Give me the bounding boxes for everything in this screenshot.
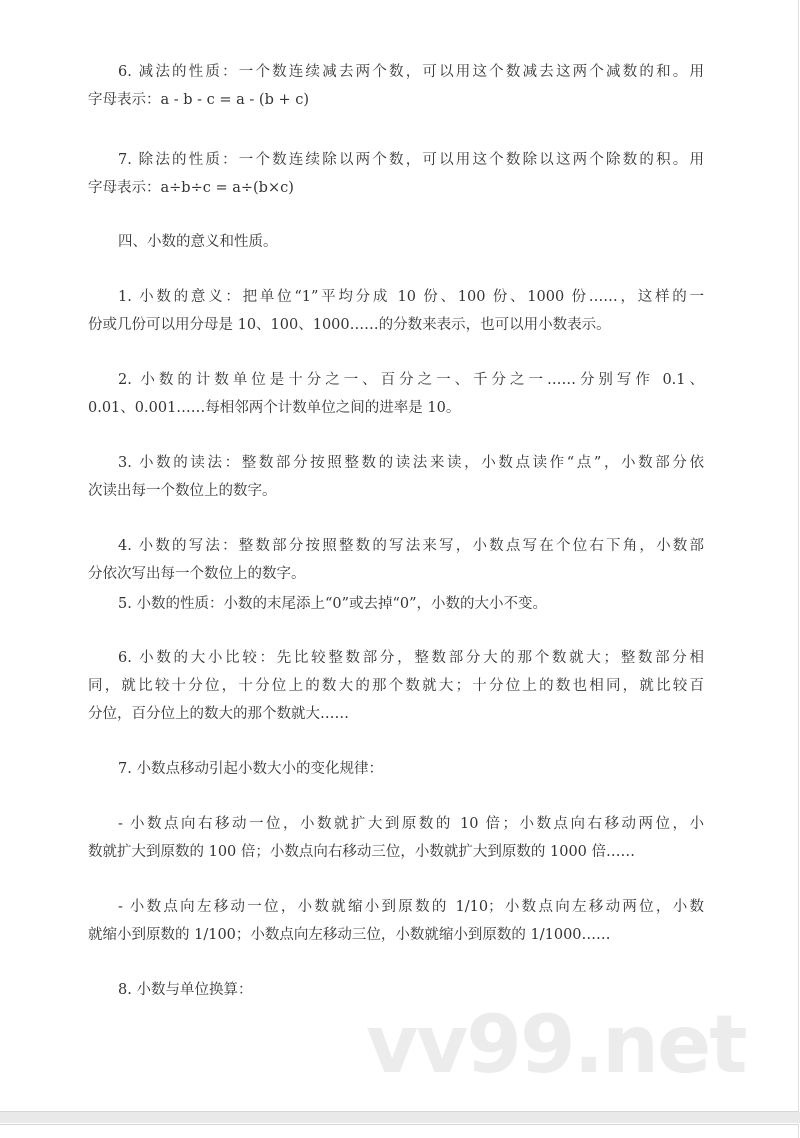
text-line: 字母表示：a÷b÷c = a÷(b×c) (88, 180, 294, 196)
text-line: 8. 小数与单位换算： (118, 982, 253, 998)
text-line: 5. 小数的性质：小数的末尾添上“0”或去掉“0”，小数的大小不变。 (118, 596, 548, 612)
text-line: 4. 小数的写法：整数部分按照整数的写法来写，小数点写在个位右下角，小数部 (118, 538, 704, 554)
text-line: 7. 小数点移动引起小数大小的变化规律： (118, 761, 383, 777)
text-line: 分位，百分位上的数大的那个数就大…… (88, 706, 349, 722)
text-line: 同，就比较十分位，十分位上的数大的那个数就大；十分位上的数也相同，就比较百 (88, 678, 704, 694)
text-line: 3. 小数的读法：整数部分按照整数的读法来读，小数点读作“点”，小数部分依 (118, 455, 704, 471)
text-line: - 小数点向左移动一位，小数就缩小到原数的 1/10；小数点向左移动两位，小数 (118, 899, 704, 915)
text-line: 分依次写出每一个数位上的数字。 (88, 566, 306, 582)
text-line: 份或几份可以用分母是 10、100、1000……的分数来表示，也可以用小数表示。 (88, 317, 611, 333)
text-line: 6. 小数的大小比较：先比较整数部分，整数部分大的那个数就大；整数部分相 (118, 650, 704, 666)
next-page (0, 1124, 799, 1138)
text-line: 就缩小到原数的 1/100；小数点向左移动三位，小数就缩小到原数的 1/1000…… (88, 927, 611, 943)
text-line: 四、小数的意义和性质。 (118, 234, 278, 250)
page-gap (0, 1112, 800, 1123)
text-line: 0.01、0.001……每相邻两个计数单位之间的进率是 10。 (88, 400, 461, 416)
text-line: 6. 减法的性质：一个数连续减去两个数，可以用这个数减去这两个减数的和。用 (118, 64, 704, 80)
text-line: 2. 小数的计数单位是十分之一、百分之一、千分之一……分别写作 0.1、 (118, 372, 704, 388)
watermark: vv99.net (366, 998, 746, 1091)
text-line: 字母表示：a - b - c = a - (b + c) (88, 92, 309, 108)
text-line: 数就扩大到原数的 100 倍；小数点向右移动三位，小数就扩大到原数的 1000 倍…… (88, 844, 636, 860)
text-line: 1. 小数的意义：把单位“1”平均分成 10 份、100 份、1000 份……，这样的一 (118, 289, 704, 305)
text-line: 次读出每一个数位上的数字。 (88, 483, 277, 499)
text-line: - 小数点向右移动一位，小数就扩大到原数的 10 倍；小数点向右移动两位，小 (118, 816, 704, 832)
text-line: 7. 除法的性质：一个数连续除以两个数，可以用这个数除以这两个除数的积。用 (118, 152, 704, 168)
